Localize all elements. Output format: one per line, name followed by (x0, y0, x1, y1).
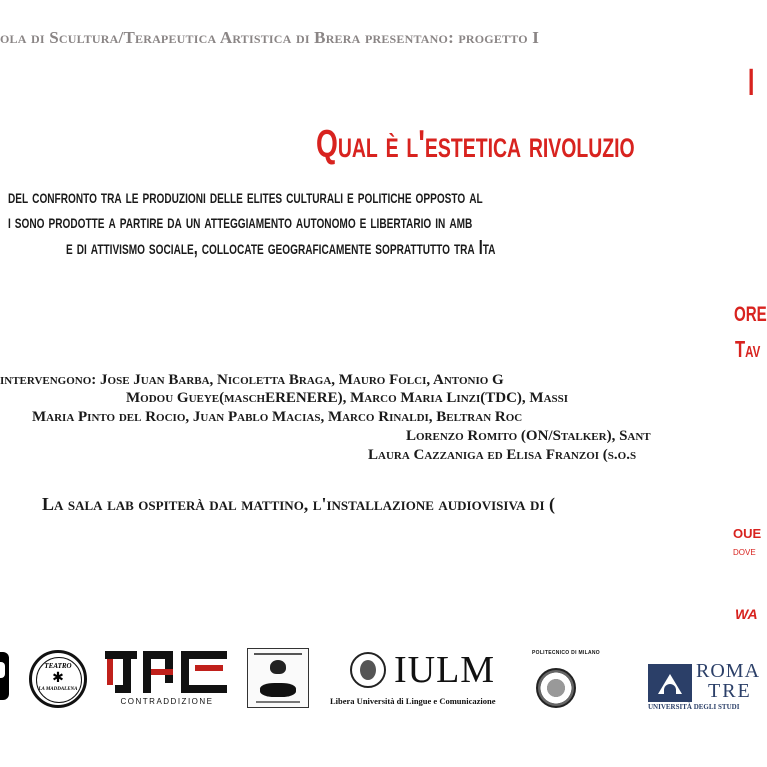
side-note-wa: WA (735, 606, 758, 622)
iulm-seal-icon (350, 652, 386, 688)
description-line-3: e di attivismo sociale, collocate geograficamente soprattutto tra Ita (66, 237, 496, 259)
roma-text: ROMA (696, 660, 761, 682)
contraddizione-mark-icon (105, 649, 229, 695)
description-line-2: i sono prodotte a partire da un atteggiamento autonomo e libertario in amb (8, 211, 473, 233)
teatro-logo-text: TEATRO (44, 662, 72, 670)
maschere-nere-footer-line (256, 701, 300, 703)
speakers-line-1: intervengono: Jose Juan Barba, Nicoletta Braga, Mauro Folci, Antonio G (0, 372, 504, 388)
iulm-wordmark: IULM (394, 649, 496, 691)
contraddizione-text: CONTRADDIZIONE (120, 697, 214, 706)
partial-logo-left (0, 652, 9, 700)
speakers-line-2: Modou Gueye(maschERENERE), Marco Maria Linzi(TDC), Massi (126, 390, 569, 406)
teatro-logo (29, 650, 87, 708)
description-line-1: del confronto tra le produzioni delle elites culturali e politiche opposto al (8, 186, 483, 208)
presenters-line: ola di Scultura/Terapeutica Artistica di Brera presentano: progetto I (0, 28, 540, 47)
iulm-subtitle: Libera Università di Lingue e Comunicazione (330, 696, 496, 706)
side-note-dove: dove (733, 544, 756, 558)
polimi-logo (532, 650, 632, 710)
speakers-line-5: Laura Cazzaniga ed Elisa Franzoi (s.o.s (368, 447, 637, 463)
speakers-line-4: Lorenzo Romito (ON/Stalker), Sant (406, 428, 651, 444)
subtitle: Qual è l'estetica rivoluzio (316, 123, 635, 166)
polimi-seal-icon (536, 668, 576, 708)
drum-icon (260, 683, 296, 697)
polimi-text: POLITECNICO DI MILANO (532, 650, 600, 656)
schedule-tav: Tav (735, 336, 761, 362)
roma-tre-logo (648, 660, 767, 712)
title-fragment: I (748, 62, 755, 104)
roma-tre-subtitle: UNIVERSITÀ DEGLI STUDI (648, 703, 740, 711)
maschere-nere-logo (247, 648, 309, 708)
contraddizione-logo (105, 649, 229, 709)
iulm-logo (330, 649, 526, 710)
tre-text: TRE (708, 680, 752, 702)
side-note-oue: OUE (733, 526, 762, 541)
teatro-logo-star: ✱ (52, 669, 64, 685)
mask-icon (270, 660, 286, 674)
teatro-logo-subtext: LA MADDALENA (38, 687, 78, 692)
speakers-line-3: Maria Pinto del Rocio, Juan Pablo Macias, Marco Rinaldi, Beltran Roc (32, 409, 523, 425)
installation-line: La sala lab ospiterà dal mattino, l'installazione audiovisiva di ( (42, 494, 555, 514)
schedule-ore: ORE (734, 303, 767, 326)
roma-tre-shield-icon (648, 664, 692, 702)
maschere-nere-header-line (254, 653, 302, 655)
